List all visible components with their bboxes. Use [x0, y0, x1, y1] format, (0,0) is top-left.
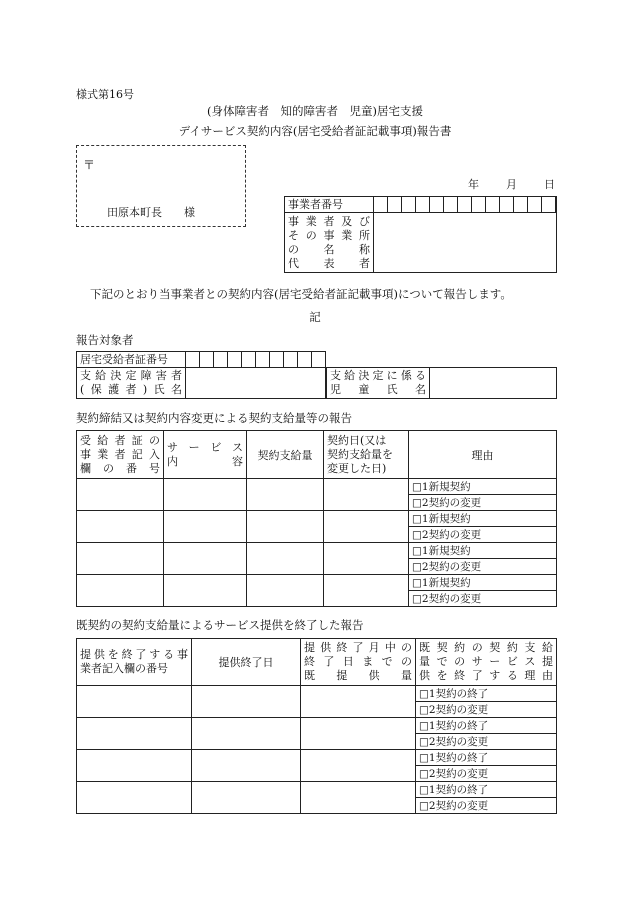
label-line: 欄の番号 — [80, 461, 160, 475]
digit-cell[interactable] — [256, 352, 270, 368]
address-box — [76, 145, 246, 227]
end-date-cell[interactable] — [192, 686, 301, 718]
target-table — [76, 351, 557, 399]
title-line-2: デイサービス契約内容(居宅受給者証記載事項)報告書 — [178, 124, 452, 138]
contract-end-checkbox[interactable]: □1契約の終了 — [416, 686, 557, 702]
digit-cell[interactable] — [214, 352, 228, 368]
section-contract-heading: 契約締結又は契約内容変更による契約支給量等の報告 — [76, 411, 352, 425]
business-number-label: 事業者番号 — [285, 197, 374, 213]
end-service-table — [76, 638, 557, 814]
label-line: 提供を終了する事 — [80, 648, 188, 661]
amount-cell[interactable] — [247, 511, 324, 543]
header-end-entry-no — [77, 639, 192, 686]
child-group — [326, 368, 557, 399]
day-label: 日 — [544, 178, 555, 191]
label-line: 供を終了する理由 — [419, 669, 553, 682]
change-contract-checkbox[interactable]: □2契約の変更 — [416, 798, 557, 814]
end-entry-no-cell[interactable] — [77, 782, 192, 814]
digit-cell[interactable] — [374, 197, 388, 213]
digit-cell[interactable] — [500, 197, 514, 213]
label-line: 事業者及び — [288, 214, 370, 228]
label-line: 事業者記入 — [80, 447, 160, 461]
label-line: 支給決定に係る — [330, 369, 426, 382]
date-line — [468, 176, 555, 192]
report-sentence: 下記のとおり当事業者との契約内容(居宅受給者証記載事項)について報告します。 — [90, 287, 512, 301]
digit-cell[interactable] — [402, 197, 416, 213]
digit-cell[interactable] — [298, 352, 312, 368]
digit-cell[interactable] — [486, 197, 500, 213]
label-line: 内 容 — [167, 454, 243, 468]
label-line: 提供終了月中の — [304, 641, 412, 654]
amount-cell[interactable] — [247, 479, 324, 511]
business-name-field[interactable] — [374, 213, 557, 273]
blank — [326, 352, 557, 368]
digit-cell[interactable] — [270, 352, 284, 368]
change-contract-checkbox[interactable]: □2契約の変更 — [409, 527, 557, 543]
child-name-label — [327, 368, 430, 398]
change-contract-checkbox[interactable]: □2契約の変更 — [416, 734, 557, 750]
entry-no-cell[interactable] — [77, 511, 164, 543]
end-entry-no-cell[interactable] — [77, 686, 192, 718]
change-contract-checkbox[interactable]: □2契約の変更 — [416, 702, 557, 718]
digit-cell[interactable] — [528, 197, 542, 213]
date-cell[interactable] — [324, 479, 409, 511]
header-entry-no — [77, 431, 164, 479]
new-contract-checkbox[interactable]: □1新規契約 — [409, 543, 557, 559]
section-end-heading: 既契約の契約支給量によるサービス提供を終了した報告 — [76, 618, 364, 632]
header-end-reason — [416, 639, 557, 686]
section-target-heading: 報告対象者 — [76, 333, 134, 347]
end-amount-cell[interactable] — [301, 782, 416, 814]
date-cell[interactable] — [324, 575, 409, 607]
end-amount-cell[interactable] — [301, 686, 416, 718]
end-amount-cell[interactable] — [301, 718, 416, 750]
contract-end-checkbox[interactable]: □1契約の終了 — [416, 718, 557, 734]
digit-cell[interactable] — [416, 197, 430, 213]
header-date — [324, 431, 409, 479]
holder-name-field[interactable] — [186, 368, 326, 399]
digit-cell[interactable] — [556, 197, 557, 213]
header-amount: 契約支給量 — [247, 431, 324, 479]
cert-number-label: 居宅受給者証番号 — [77, 352, 186, 368]
digit-cell[interactable] — [388, 197, 402, 213]
label-line: 受給者証の — [80, 433, 160, 447]
new-contract-checkbox[interactable]: □1新規契約 — [409, 479, 557, 495]
digit-cell[interactable] — [242, 352, 256, 368]
digit-cell[interactable] — [430, 197, 444, 213]
digit-cell[interactable] — [542, 197, 556, 213]
digit-cell[interactable] — [444, 197, 458, 213]
service-cell[interactable] — [164, 511, 247, 543]
header-end-amount — [301, 639, 416, 686]
child-name-field[interactable] — [430, 368, 557, 398]
service-cell[interactable] — [164, 543, 247, 575]
label-line: 終了日までの — [304, 655, 412, 668]
contract-end-checkbox[interactable]: □1契約の終了 — [416, 750, 557, 766]
holder-name-label — [77, 368, 186, 399]
digit-cell[interactable] — [514, 197, 528, 213]
label-line: 代 表 者 — [288, 256, 370, 270]
business-table — [284, 196, 557, 273]
label-line: 契約支給量を — [327, 447, 393, 461]
label-line: 既 提 供 量 — [304, 669, 412, 682]
ki-mark: 記 — [309, 310, 321, 324]
label-line: 契約日(又は — [327, 433, 387, 447]
date-cell[interactable] — [324, 511, 409, 543]
digit-cell[interactable] — [186, 352, 200, 368]
contract-end-checkbox[interactable]: □1契約の終了 — [416, 782, 557, 798]
label-line: サービス — [167, 440, 243, 454]
label-line: 変更した日) — [327, 461, 387, 475]
label-line: (保護者)氏名 — [80, 383, 182, 396]
end-entry-no-cell[interactable] — [77, 750, 192, 782]
date-cell[interactable] — [324, 543, 409, 575]
label-line: 支給決定障害者 — [80, 369, 182, 382]
title-line-1: (身体障害者 知的障害者 児童)居宅支援 — [207, 104, 423, 118]
end-entry-no-cell[interactable] — [77, 718, 192, 750]
entry-no-cell[interactable] — [77, 543, 164, 575]
new-contract-checkbox[interactable]: □1新規契約 — [409, 511, 557, 527]
form-number: 様式第16号 — [76, 88, 134, 101]
amount-cell[interactable] — [247, 543, 324, 575]
contract-table — [76, 430, 557, 607]
header-reason: 理由 — [409, 431, 557, 479]
end-date-cell[interactable] — [192, 718, 301, 750]
addressee: 田原本町長 様 — [107, 206, 195, 219]
change-contract-checkbox[interactable]: □2契約の変更 — [409, 495, 557, 511]
change-contract-checkbox[interactable]: □2契約の変更 — [409, 559, 557, 575]
digit-cell[interactable] — [200, 352, 214, 368]
end-date-cell[interactable] — [192, 782, 301, 814]
label-line: 業者記入欄の番号 — [80, 662, 168, 675]
label-line: 児 童 氏 名 — [330, 383, 426, 396]
label-line: その事業所 — [288, 228, 370, 242]
service-cell[interactable] — [164, 479, 247, 511]
header-end-date: 提供終了日 — [192, 639, 301, 686]
label-line: 既契約の契約支給 — [419, 641, 553, 654]
end-amount-cell[interactable] — [301, 750, 416, 782]
digit-cell[interactable] — [472, 197, 486, 213]
digit-cell[interactable] — [458, 197, 472, 213]
end-date-cell[interactable] — [192, 750, 301, 782]
amount-cell[interactable] — [247, 575, 324, 607]
business-name-label — [285, 213, 374, 273]
new-contract-checkbox[interactable]: □1新規契約 — [409, 575, 557, 591]
change-contract-checkbox[interactable]: □2契約の変更 — [416, 766, 557, 782]
entry-no-cell[interactable] — [77, 479, 164, 511]
label-line: 量でのサービス提 — [419, 655, 553, 668]
service-cell[interactable] — [164, 575, 247, 607]
label-line: の 名 称 — [288, 242, 370, 256]
header-service — [164, 431, 247, 479]
change-contract-checkbox[interactable]: □2契約の変更 — [409, 591, 557, 607]
digit-cell[interactable] — [284, 352, 298, 368]
entry-no-cell[interactable] — [77, 575, 164, 607]
month-label: 月 — [506, 178, 517, 191]
postal-mark: 〒 — [83, 158, 96, 172]
digit-cell[interactable] — [312, 352, 326, 368]
digit-cell[interactable] — [228, 352, 242, 368]
year-label: 年 — [468, 178, 479, 191]
